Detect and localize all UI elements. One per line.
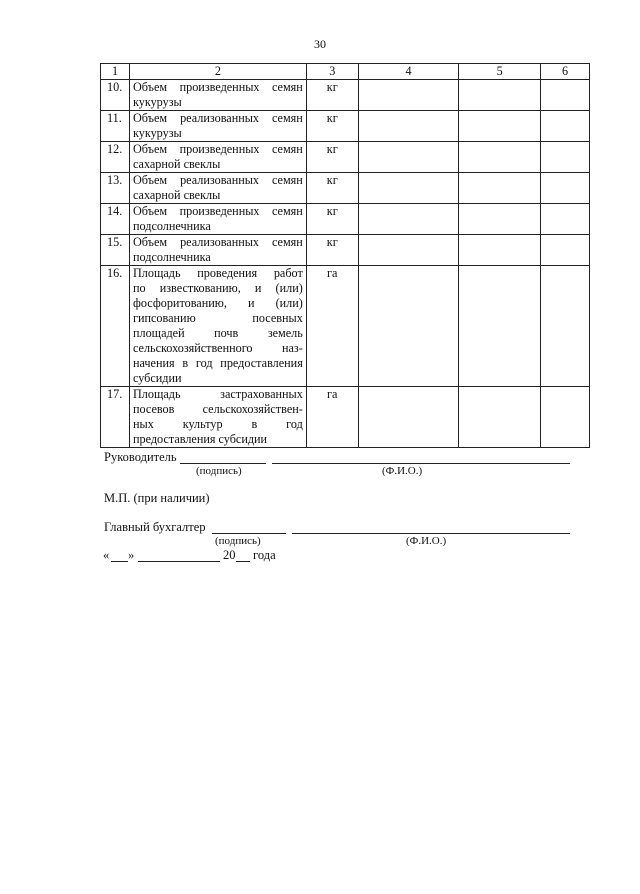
table-row — [101, 204, 590, 235]
description-line: подсолнечника — [132, 250, 211, 264]
value-col-5-cell[interactable] — [459, 235, 541, 266]
value-col-4-cell[interactable] — [358, 266, 459, 387]
table-row — [101, 235, 590, 266]
accountant-name-caption: (Ф.И.О.) — [406, 535, 447, 547]
description-line: начения в год предоставления — [132, 356, 303, 370]
row-description — [129, 80, 306, 111]
header-cell: 2 — [129, 64, 306, 80]
date-year-suffix: года — [253, 548, 276, 562]
value-col-6-cell[interactable] — [541, 266, 590, 387]
row-number: 14. — [101, 204, 130, 235]
table-row — [101, 173, 590, 204]
description-line: площадей почв земель — [132, 326, 303, 340]
table-row — [101, 111, 590, 142]
row-unit: кг — [306, 235, 358, 266]
value-col-4-cell[interactable] — [358, 387, 459, 448]
value-col-4-cell[interactable] — [358, 142, 459, 173]
description-line: посевов сельскохозяйствен- — [132, 402, 303, 416]
row-number: 12. — [101, 142, 130, 173]
row-unit: га — [306, 266, 358, 387]
accountant-signature-line[interactable] — [212, 533, 286, 534]
description-line: Объем произведенных семян — [132, 142, 303, 156]
description-line: Объем произведенных семян — [132, 80, 303, 94]
table-header-row — [101, 64, 590, 80]
description-line: Площадь проведения работ — [132, 266, 303, 280]
value-col-6-cell[interactable] — [541, 142, 590, 173]
description-line: Площадь застрахованных — [132, 387, 303, 401]
value-col-5-cell[interactable] — [459, 111, 541, 142]
row-unit: га — [306, 387, 358, 448]
value-col-4-cell[interactable] — [358, 204, 459, 235]
date-month-line[interactable] — [138, 561, 220, 562]
row-unit: кг — [306, 111, 358, 142]
date-year-prefix: 20 — [223, 548, 236, 562]
value-col-6-cell[interactable] — [541, 80, 590, 111]
description-line: Объем реализованных семян — [132, 111, 303, 125]
description-line: субсидии — [132, 371, 182, 385]
row-description — [129, 204, 306, 235]
row-number: 17. — [101, 387, 130, 448]
head-label: Руководитель — [104, 450, 177, 464]
value-col-5-cell[interactable] — [459, 387, 541, 448]
accountant-signature-caption: (подпись) — [215, 535, 261, 547]
head-signature-caption: (подпись) — [196, 465, 242, 477]
row-number: 10. — [101, 80, 130, 111]
row-unit: кг — [306, 204, 358, 235]
page-number: 30 — [314, 37, 326, 51]
row-number: 11. — [101, 111, 130, 142]
description-line: кукурузы — [132, 126, 182, 140]
value-col-5-cell[interactable] — [459, 173, 541, 204]
description-line: фосфоритованию, и (или) — [132, 296, 303, 310]
value-col-4-cell[interactable] — [358, 111, 459, 142]
row-description — [129, 111, 306, 142]
table-row — [101, 266, 590, 387]
row-description — [129, 387, 306, 448]
value-col-6-cell[interactable] — [541, 173, 590, 204]
value-col-5-cell[interactable] — [459, 266, 541, 387]
description-line: ных культур в год — [132, 417, 303, 431]
description-line: сельскохозяйственного наз- — [132, 341, 303, 355]
head-name-line[interactable] — [272, 463, 570, 464]
description-line: кукурузы — [132, 95, 182, 109]
header-cell: 3 — [306, 64, 358, 80]
table-row — [101, 387, 590, 448]
header-cell: 4 — [358, 64, 459, 80]
row-number: 16. — [101, 266, 130, 387]
row-description — [129, 142, 306, 173]
value-col-4-cell[interactable] — [358, 173, 459, 204]
value-col-6-cell[interactable] — [541, 235, 590, 266]
header-cell: 1 — [101, 64, 130, 80]
row-number: 13. — [101, 173, 130, 204]
accountant-label: Главный бухгалтер — [104, 520, 206, 534]
value-col-4-cell[interactable] — [358, 80, 459, 111]
table-row — [101, 142, 590, 173]
row-description — [129, 173, 306, 204]
date-day-line[interactable] — [111, 561, 128, 562]
description-line: Объем реализованных семян — [132, 235, 303, 249]
value-col-4-cell[interactable] — [358, 235, 459, 266]
description-line: по известкованию, и (или) — [132, 281, 303, 295]
date-year-line[interactable] — [236, 561, 250, 562]
description-line: гипсованию посевных — [132, 311, 303, 325]
value-col-5-cell[interactable] — [459, 204, 541, 235]
stamp-label: М.П. (при наличии) — [104, 491, 210, 505]
description-line: Объем реализованных семян — [132, 173, 303, 187]
row-description — [129, 266, 306, 387]
row-unit: кг — [306, 80, 358, 111]
description-line: сахарной свеклы — [132, 157, 221, 171]
value-col-6-cell[interactable] — [541, 204, 590, 235]
description-line: предоставления субсидии — [132, 432, 268, 446]
header-cell: 5 — [459, 64, 541, 80]
date-open-quote: « — [103, 548, 110, 562]
accountant-name-line[interactable] — [292, 533, 570, 534]
date-close-quote: » — [128, 548, 135, 562]
report-table — [100, 63, 590, 448]
row-number: 15. — [101, 235, 130, 266]
header-cell: 6 — [541, 64, 590, 80]
head-name-caption: (Ф.И.О.) — [382, 465, 423, 477]
table-row — [101, 80, 590, 111]
value-col-6-cell[interactable] — [541, 387, 590, 448]
row-unit: кг — [306, 173, 358, 204]
value-col-6-cell[interactable] — [541, 111, 590, 142]
head-signature-line[interactable] — [180, 463, 266, 464]
row-description — [129, 235, 306, 266]
value-col-5-cell[interactable] — [459, 142, 541, 173]
row-unit: кг — [306, 142, 358, 173]
value-col-5-cell[interactable] — [459, 80, 541, 111]
description-line: сахарной свеклы — [132, 188, 221, 202]
description-line: Объем произведенных семян — [132, 204, 303, 218]
description-line: подсолнечника — [132, 219, 211, 233]
